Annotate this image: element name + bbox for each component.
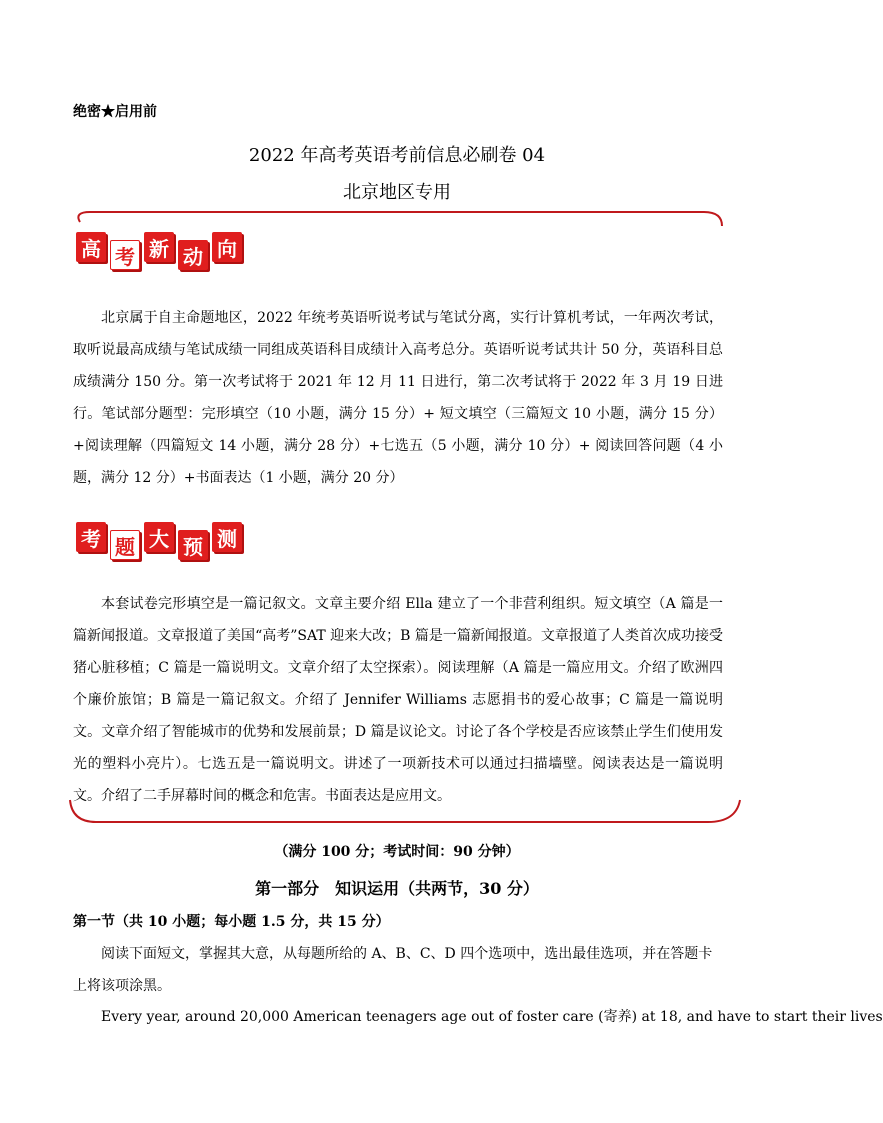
section-title: 第一节（共 10 小题；每小题 1.5 分，共 15 分）	[73, 914, 390, 930]
badge-char: 向	[212, 232, 242, 262]
predict-paragraph: 本套试卷完形填空是一篇记叙文。文章主要介绍 Ella 建立了一个非营利组织。短文填空（A 篇是一篇新闻报道。文章报道了美国“高考”SAT 迎来大改；B 篇是一篇新闻报道。文章报道了人类首次成功接受猪心脏移植；C 篇是一篇说明文。文章介绍了太空探索）。阅读理解（A 篇是一篇应用文。介绍了欧洲四个廉价旅馆；B 篇是一篇记叙文。介绍了 Jennifer Williams 志愿捐书的爱心故事；C 篇是一篇说明文。文章介绍了智能城市的优势和发展前景；D 篇是议论文。讨论了各个学校是否应该禁止学生们使用发光的塑料小亮片）。七选五是一篇说明文。讲述了一项新技术可以通过扫描墙壁。阅读表达是一篇说明文。介绍了二手屏幕时间的概念和危害。书面表达是应用文。	[73, 596, 723, 804]
badge-char: 新	[144, 232, 174, 262]
badge-char: 预	[178, 530, 208, 560]
badge-char: 考	[110, 240, 140, 270]
badge-char: 题	[110, 530, 140, 560]
predict-badge	[76, 522, 246, 560]
page-title: 2022 年高考英语考前信息必刷卷 04	[248, 145, 546, 166]
badge-char: 高	[76, 232, 106, 262]
confidential-label: 绝密★启用前	[73, 104, 157, 120]
trend-badge	[76, 232, 246, 270]
badge-char: 动	[178, 240, 208, 270]
instructions: 阅读下面短文，掌握其大意，从每题所给的 A、B、C、D 四个选项中，选出最佳选项，并在答题卡上将该项涂黑。	[73, 946, 713, 994]
badge-char: 大	[144, 522, 174, 552]
badge-char: 测	[212, 522, 242, 552]
score-time-info: （满分 100 分；考试时间：90 分钟）	[274, 844, 520, 860]
trend-paragraph: 北京属于自主命题地区，2022 年统考英语听说考试与笔试分离，实行计算机考试，一年两次考试，取听说最高成绩与笔试成绩一同组成英语科目成绩计入高考总分。英语听说考试共计 50 分，英语科目总成绩满分 150 分。第一次考试将于 2021 年 12 月 11 日进行，第二次考试将于 2022 年 3 月 19 日进行。笔试部分题型：完形填空（10 小题，满分 15 分）+ 短文填空（三篇短文 10 小题，满分 15 分）+阅读理解（四篇短文 14 小题，满分 28 分）+七选五（5 小题，满分 10 分）+ 阅读回答问题（4 小题，满分 12 分）+书面表达（1 小题，满分 20 分）	[73, 310, 723, 486]
part-title: 第一部分 知识运用（共两节，30 分）	[255, 879, 539, 898]
badge-char: 考	[76, 522, 106, 552]
passage-text: Every year, around 20,000 American teenagers age out of foster care (寄养) at 18, and have to start their lives	[101, 1009, 883, 1025]
page-subtitle: 北京地区专用	[343, 182, 451, 203]
